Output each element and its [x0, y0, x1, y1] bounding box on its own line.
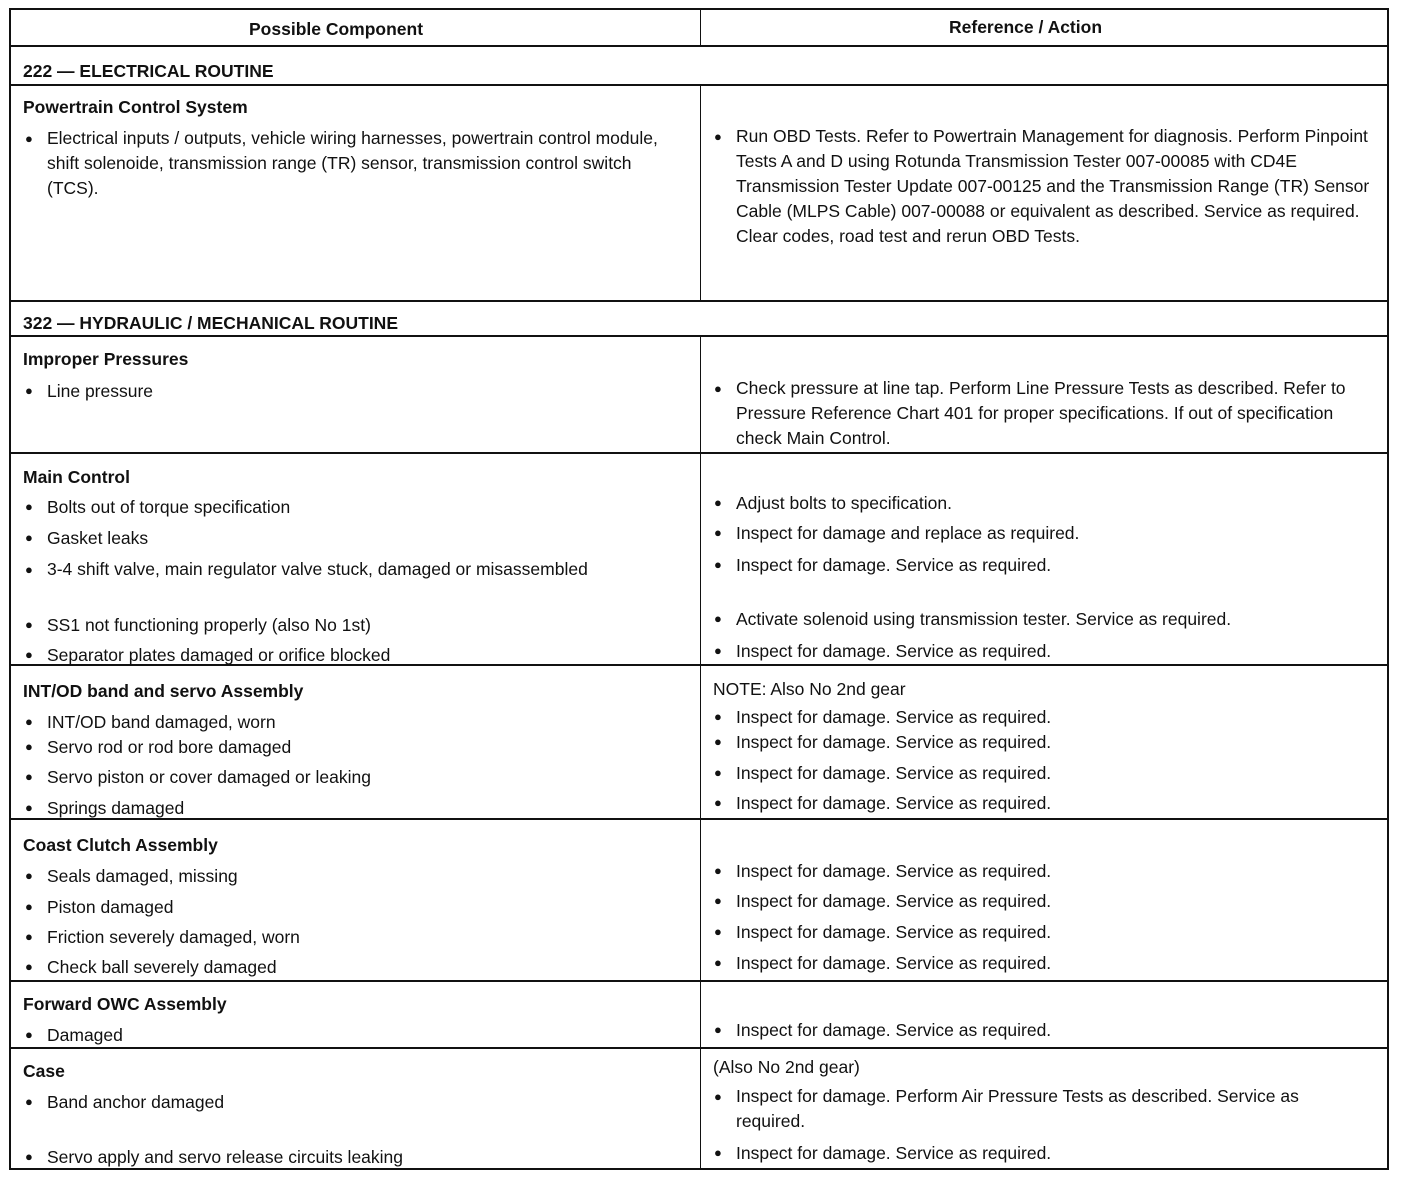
header-possible-component: Possible Component	[249, 19, 424, 39]
band-title: INT/OD band and servo Assembly	[23, 681, 304, 701]
main-control-title: Main Control	[23, 467, 130, 487]
coast-action: ● Inspect for damage. Service as required.	[736, 952, 1051, 974]
row-divider	[11, 300, 1387, 302]
row-divider	[11, 84, 1387, 86]
band-action: ● Inspect for damage. Service as required.	[736, 731, 1051, 753]
section-electrical-routine: 222 — ELECTRICAL ROUTINE	[23, 61, 274, 81]
band-action: ● Inspect for damage. Service as required.	[736, 706, 1051, 728]
case-action: ● Inspect for damage. Perform Air Pressure Tests as described. Service as required.	[736, 1084, 1366, 1134]
band-note: NOTE: Also No 2nd gear	[713, 679, 906, 699]
powertrain-title: Powertrain Control System	[23, 97, 248, 117]
band-item: ● Springs damaged	[47, 797, 184, 819]
case-title: Case	[23, 1061, 65, 1081]
case-action: ● Inspect for damage. Service as required.	[736, 1142, 1051, 1164]
coast-action: ● Inspect for damage. Service as required.	[736, 890, 1051, 912]
coast-item: ● Seals damaged, missing	[47, 865, 238, 887]
column-divider	[700, 335, 701, 1170]
row-divider	[11, 1047, 1387, 1049]
diagnosis-table	[9, 8, 1389, 1170]
powertrain-item: ● Electrical inputs / outputs, vehicle wiring harnesses, powertrain control module, shift solenoide, transmission range (TR) sensor, transmission control switch (TCS).	[47, 126, 687, 201]
header-reference-action: Reference / Action	[949, 17, 1103, 37]
main-item: ● Gasket leaks	[47, 527, 148, 549]
coast-item: ● Check ball severely damaged	[47, 956, 277, 978]
row-divider	[11, 452, 1387, 454]
row-divider	[11, 980, 1387, 982]
owc-item: ● Damaged	[47, 1024, 123, 1046]
coast-action: ● Inspect for damage. Service as required.	[736, 860, 1051, 882]
coast-title: Coast Clutch Assembly	[23, 835, 218, 855]
coast-action: ● Inspect for damage. Service as required.	[736, 921, 1051, 943]
pressures-action: ● Check pressure at line tap. Perform Line Pressure Tests as described. Refer to Pressure Reference Chart 401 for proper specifications. If out of specification check Main Control.	[736, 376, 1356, 451]
row-divider	[11, 818, 1387, 820]
band-item: ● Servo piston or cover damaged or leaking	[47, 766, 371, 788]
header-divider	[11, 45, 1387, 47]
case-note: (Also No 2nd gear)	[713, 1057, 860, 1077]
pressures-title: Improper Pressures	[23, 349, 189, 369]
main-item: ● Separator plates damaged or orifice blocked	[47, 644, 390, 666]
band-item: ● Servo rod or rod bore damaged	[47, 736, 291, 758]
case-item: ● Band anchor damaged	[47, 1091, 224, 1113]
coast-item: ● Friction severely damaged, worn	[47, 926, 300, 948]
powertrain-action: ● Run OBD Tests. Refer to Powertrain Management for diagnosis. Perform Pinpoint Tests A and D using Rotunda Transmission Tester 007-00085 with CD4E Transmission Tester Update 007-00125 and the Transmission Range (TR) Sensor Cable (MLPS Cable) 007-00088 or equivalent as described. Service as required. Clear codes, road test and rerun OBD Tests.	[736, 124, 1376, 249]
column-divider	[700, 84, 701, 300]
main-action: ● Adjust bolts to specification.	[736, 492, 952, 514]
main-item: ● 3-4 shift valve, main regulator valve stuck, damaged or misassembled	[47, 557, 607, 582]
column-divider	[700, 10, 701, 45]
main-action: ● Inspect for damage and replace as required.	[736, 522, 1079, 544]
pressures-item: ● Line pressure	[47, 380, 153, 402]
main-item: ● SS1 not functioning properly (also No 1st)	[47, 614, 371, 636]
main-action: ● Inspect for damage. Service as required.	[736, 640, 1051, 662]
band-item: ● INT/OD band damaged, worn	[47, 711, 276, 733]
coast-item: ● Piston damaged	[47, 896, 173, 918]
main-item: ● Bolts out of torque specification	[47, 496, 290, 518]
band-action: ● Inspect for damage. Service as required.	[736, 762, 1051, 784]
main-action: ● Activate solenoid using transmission tester. Service as required.	[736, 608, 1231, 630]
owc-title: Forward OWC Assembly	[23, 994, 227, 1014]
section-hydraulic-routine: 322 — HYDRAULIC / MECHANICAL ROUTINE	[23, 313, 398, 333]
case-item: ● Servo apply and servo release circuits leaking	[47, 1146, 403, 1168]
band-action: ● Inspect for damage. Service as required.	[736, 792, 1051, 814]
row-divider	[11, 335, 1387, 337]
owc-action: ● Inspect for damage. Service as required.	[736, 1019, 1051, 1041]
main-action: ● Inspect for damage. Service as required.	[736, 554, 1051, 576]
